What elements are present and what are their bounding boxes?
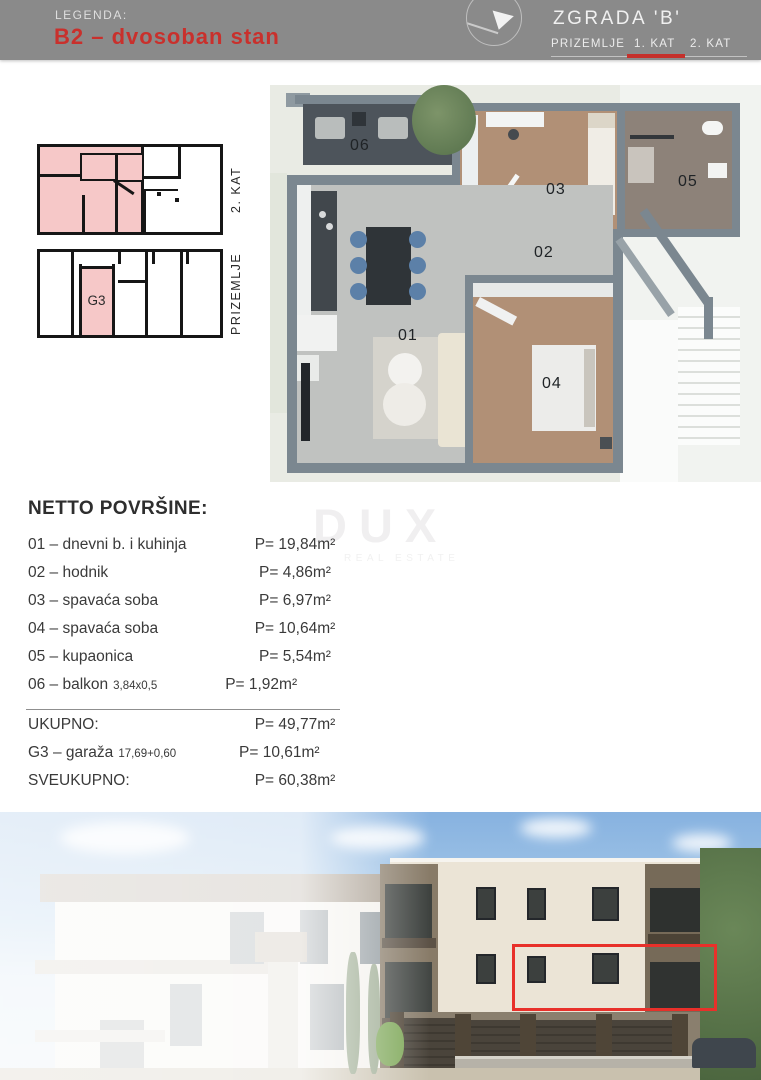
mini-plan-2-kat — [37, 144, 223, 235]
lounge-chair — [378, 117, 408, 139]
dux-watermark-subtitle: REAL ESTATE — [344, 553, 460, 564]
table-row — [28, 564, 364, 592]
row-value: P= 10,64m² — [254, 620, 336, 637]
building-exterior-render — [0, 812, 761, 1080]
table-row — [28, 648, 364, 676]
row-label: 01 – dnevni b. i kuhinja — [28, 536, 187, 553]
row-value: P= 10,61m² — [239, 744, 320, 761]
sink — [708, 163, 727, 178]
row-label: 02 – hodnik — [28, 564, 109, 581]
table-summary-row — [28, 744, 364, 772]
room-label-05: 05 — [678, 173, 698, 190]
row-value: P= 49,77m² — [254, 716, 336, 733]
dining-table — [366, 227, 411, 305]
tree — [412, 85, 476, 155]
table-summary-row — [28, 716, 364, 744]
legend-label: LEGENDA: — [55, 8, 128, 22]
kitchen-counter — [311, 191, 337, 311]
row-value: P= 5,54m² — [259, 648, 331, 665]
row-note: 3,84x0,5 — [113, 680, 158, 692]
chair — [350, 283, 367, 300]
dux-watermark: DUX — [313, 499, 449, 552]
room-label-04: 04 — [542, 375, 562, 392]
compass-icon — [466, 0, 522, 46]
desk — [486, 112, 544, 127]
room-label-01: 01 — [398, 327, 418, 344]
table-row — [28, 536, 364, 564]
table-row — [28, 592, 364, 620]
mini-plan-2-kat-label: 2. KAT — [229, 166, 243, 213]
row-value: P= 6,97m² — [259, 592, 331, 609]
building-title: ZGRADA 'B' — [553, 8, 682, 29]
room-label-03: 03 — [546, 181, 566, 198]
row-note: 17,69+0,60 — [118, 748, 177, 760]
shower — [628, 147, 654, 183]
chair — [409, 257, 426, 274]
chair — [409, 283, 426, 300]
table-summary-row — [28, 772, 364, 800]
chair — [350, 257, 367, 274]
lounge-chair — [315, 117, 345, 139]
active-tab-underline — [627, 54, 685, 58]
chair — [350, 231, 367, 248]
row-label: SVEUKUPNO: — [28, 772, 130, 789]
mini-plan-prizemlje-label: PRIZEMLJE — [229, 252, 243, 335]
row-label: 06 – balkon — [28, 676, 109, 693]
table-row — [28, 620, 364, 648]
toilet — [702, 121, 723, 135]
row-label: UKUPNO: — [28, 716, 99, 733]
tab-prizemlje[interactable]: PRIZEMLJE — [551, 38, 626, 50]
garage-cell-label: G3 — [87, 293, 106, 308]
room-label-02: 02 — [534, 244, 554, 261]
tv — [301, 363, 310, 441]
mini-plan-prizemlje — [37, 249, 223, 338]
coffee-table — [388, 353, 422, 387]
row-label: G3 – garaža — [28, 744, 114, 761]
chair — [409, 231, 426, 248]
row-value: P= 1,92m² — [225, 676, 298, 693]
unit-title: B2 – dvosoban stan — [54, 24, 280, 49]
areas-table-title: NETTO POVRŠINE: — [28, 498, 208, 519]
unit-highlight-box — [512, 944, 717, 1011]
row-label: 04 – spavaća soba — [28, 620, 159, 637]
table-row — [28, 676, 364, 704]
row-value: P= 4,86m² — [259, 564, 331, 581]
row-label: 03 – spavaća soba — [28, 592, 159, 609]
net-areas-table — [28, 498, 364, 800]
tab-1-kat[interactable]: 1. KAT — [634, 38, 676, 50]
table-divider — [26, 709, 340, 710]
floor-plan-render — [270, 85, 761, 482]
row-value: P= 19,84m² — [254, 536, 336, 553]
row-value: P= 60,38m² — [254, 772, 336, 789]
row-label: 05 – kupaonica — [28, 648, 134, 665]
header-bar — [0, 0, 761, 60]
car — [692, 1038, 756, 1068]
tab-2-kat[interactable]: 2. KAT — [690, 38, 732, 50]
coffee-table — [383, 383, 426, 426]
faded-building-overlay — [0, 812, 430, 1080]
room-label-06: 06 — [350, 137, 370, 154]
